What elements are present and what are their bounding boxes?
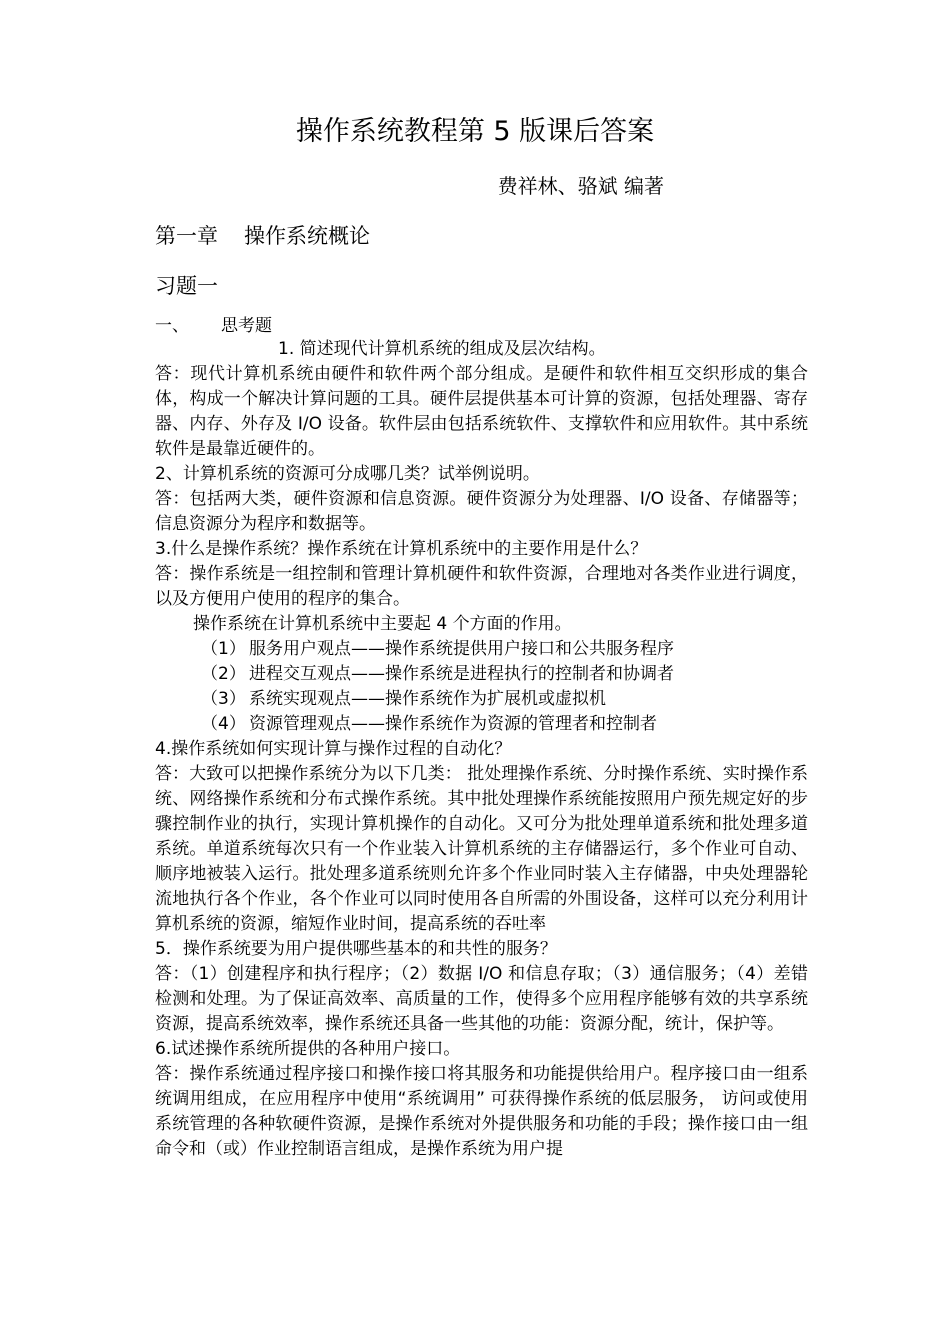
role-text: 资源管理观点——操作系统作为资源的管理者和控制者	[249, 714, 657, 734]
role-text: 服务用户观点——操作系统提供用户接口和公共服务程序	[249, 639, 674, 659]
answer-3-intro: 操作系统在计算机系统中主要起 4 个方面的作用。	[193, 614, 572, 634]
role-number: （4）	[201, 714, 246, 734]
question-4: 4.操作系统如何实现计算与操作过程的自动化？	[155, 739, 512, 759]
question-6: 6.试述操作系统所提供的各种用户接口。	[155, 1039, 461, 1059]
role-number: （1）	[201, 639, 246, 659]
role-item	[155, 712, 808, 737]
answer-1: 答：现代计算机系统由硬件和软件两个部分组成。是硬件和软件相互交织形成的集合体，构成一个解决计算问题的工具。硬件层提供基本可计算的资源，包括处理器、寄存器、内存、外存及 I/O 设备。软件层由包括系统软件、支撑软件和应用软件。其中系统软件是最靠近硬件的。	[155, 364, 808, 459]
chapter-number: 第一章	[155, 224, 218, 248]
question-2: 2、计算机系统的资源可分成哪几类？试举例说明。	[155, 464, 540, 484]
answer-4: 答：大致可以把操作系统分为以下几类： 批处理操作系统、分时操作系统、实时操作系统、网络操作系统和分布式操作系统。其中批处理操作系统能按照用户预先规定好的步骤控制作业的执行，实现计算机操作的自动化。又可分为批处理单道系统和批处理多道系统。单道系统每次只有一个作业装入计算机系统的主存储器运行，多个作业可自动、顺序地被装入运行。批处理多道系统则允许多个作业同时装入主存储器，中央处理器轮流地执行各个作业，各个作业可以同时使用各自所需的外围设备，这样可以充分利用计算机系统的资源，缩短作业时间，提高系统的吞吐率	[155, 764, 808, 934]
question-3: 3.什么是操作系统？操作系统在计算机系统中的主要作用是什么？	[155, 539, 648, 559]
role-text: 进程交互观点——操作系统是进程执行的控制者和协调者	[249, 664, 674, 684]
role-item	[155, 637, 808, 662]
role-number: （2）	[201, 664, 246, 684]
chapter-name: 操作系统概论	[244, 224, 370, 248]
document-title: 操作系统教程第 5 版课后答案	[295, 116, 655, 147]
role-item	[155, 662, 808, 687]
answer-5: 答：（1）创建程序和执行程序；（2）数据 I/O 和信息存取；（3）通信服务；（4）差错检测和处理。为了保证高效率、高质量的工作，使得多个应用程序能够有效的共享系统资源，提高系统效率，操作系统还具备一些其他的功能：资源分配，统计，保护等。	[155, 964, 808, 1034]
role-text: 系统实现观点——操作系统作为扩展机或虚拟机	[249, 689, 606, 709]
answer-6: 答：操作系统通过程序接口和操作接口将其服务和功能提供给用户。程序接口由一组系统调用组成，在应用程序中使用“系统调用” 可获得操作系统的低层服务， 访问或使用系统管理的各种软硬件资源，是操作系统对外提供服务和功能的手段；操作接口由一组命令和（或）作业控制语言组成，是操作系统为用户提	[155, 1064, 808, 1159]
section-heading	[155, 314, 272, 338]
document-authors: 费祥林、骆斌 编著	[497, 174, 664, 198]
exercise-heading: 习题一	[155, 274, 218, 298]
document-body	[155, 337, 808, 1162]
role-number: （3）	[201, 689, 246, 709]
section-number: 一、	[155, 316, 189, 336]
role-item	[155, 687, 808, 712]
answer-3: 答：操作系统是一组控制和管理计算机硬件和软件资源，合理地对各类作业进行调度，以及方便用户使用的程序的集合。	[155, 564, 808, 609]
chapter-heading	[155, 220, 370, 252]
question-5: 5．操作系统要为用户提供哪些基本的和共性的服务？	[155, 939, 557, 959]
question-1: 1. 简述现代计算机系统的组成及层次结构。	[278, 339, 606, 359]
section-name: 思考题	[221, 316, 272, 336]
answer-2: 答：包括两大类，硬件资源和信息资源。硬件资源分为处理器、I/O 设备、存储器等；信息资源分为程序和数据等。	[155, 489, 808, 534]
